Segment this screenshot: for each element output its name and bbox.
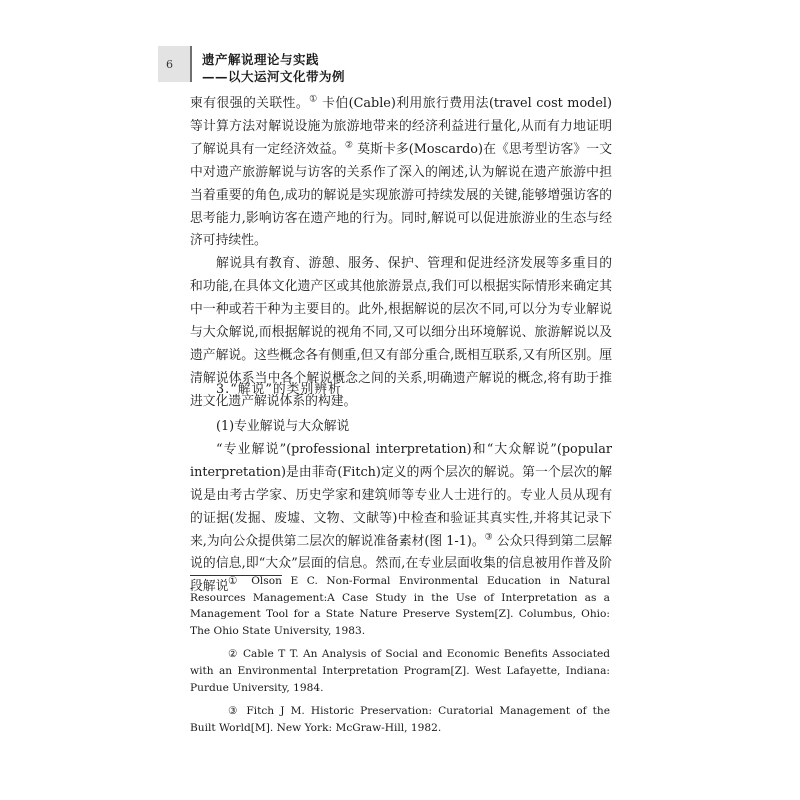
- footnote-ref-1: ①: [309, 94, 318, 105]
- section-heading: 3.“解说”的类别辨析: [216, 382, 342, 397]
- running-header-subtitle: ——以大运河文化带为例: [202, 69, 346, 84]
- paragraph-1-text-b: 卡伯(Cable)利用旅行费用法(travel cost model)等计算方法对解说设施为旅游地带来的经济利益进行量化,从而有力地证明了解说具有一定经济效益。: [190, 96, 612, 157]
- running-header-title: 遗产解说理论与实践: [202, 52, 320, 67]
- footnote-2: ② Cable T T. An Analysis of Social and Economic Benefits Associated with an Environmental Interpretation Program[Z]. West Lafayette, Indiana: Purdue University, 1984.: [190, 648, 610, 694]
- footnote-1: ① Olson E C. Non-Formal Environmental Education in Natural Resources Management:A Case Study in the Use of Interpretation as a Management Tool for a State Nature Preserve System[Z]. Columbus, Ohio: The Ohio State University, 1983.: [190, 575, 610, 637]
- paragraph-2: 解说具有教育、游憩、服务、保护、管理和促进经济发展等多重目的和功能,在具体文化遗产区或其他旅游景点,我们可以根据实际情形来确定其中一种或若干种为主要目的。此外,根据解说的层次不同,可以分为专业解说与大众解说,而根据解说的视角不同,又可以细分出环境解说、旅游解说以及遗产解说。这些概念各有侧重,但又有部分重合,既相互联系,又有所区别。厘清解说体系当中各个解说概念之间的关系,明确遗产解说的概念,将有助于推进文化遗产解说体系的构建。: [190, 256, 612, 409]
- subheading: (1)专业解说与大众解说: [216, 419, 350, 434]
- footnote-ref-2: ②: [344, 140, 354, 151]
- paragraph-3-text-a: “专业解说”(professional interpretation)和“大众解说”(popular interpretation)是由菲奇(Fitch)定义的两个层次的解说。第一个层次的解说是由考古学家、历史学家和建筑师等专业人士进行的。专业人员从现有的证据(发掘、废墟、文物、文献等)中检查和验证其真实性,并将其记录下来,为向公众提供第二层次的解说准备素材(图 1-1)。: [190, 441, 612, 549]
- page-number: 6: [166, 58, 173, 71]
- body-text-lower: [190, 416, 612, 599]
- footnote-ref-3: ③: [484, 532, 493, 543]
- footnotes: [190, 573, 610, 743]
- paragraph-1-text-c: 莫斯卡多(Moscardo)在《思考型访客》一文中对遗产旅游解说与访客的关系作了深入的阐述,认为解说在遗产旅游中担当着重要的角色,成功的解说是实现旅游可持续发展的关键,能够增强访客的思考能力,影响访客在遗产地的行为。同时,解说可以促进旅游业的生态与经济可持续性。: [190, 141, 612, 249]
- paragraph-1-text-a: 柬有很强的关联性。: [190, 96, 310, 111]
- body-text-upper: [190, 93, 612, 414]
- paragraph-1: [190, 93, 612, 253]
- footnote-3: ③ Fitch J M. Historic Preservation: Curatorial Management of the Built World[M]. New York: McGraw-Hill, 1982.: [190, 705, 610, 734]
- page-number-tab: [158, 46, 192, 82]
- paragraph-3-text-b: 公众只得到第二层解说的信息,即“大众”层面的信息。然而,在专业层面收集的信息被用作普及阶段解说: [190, 533, 612, 595]
